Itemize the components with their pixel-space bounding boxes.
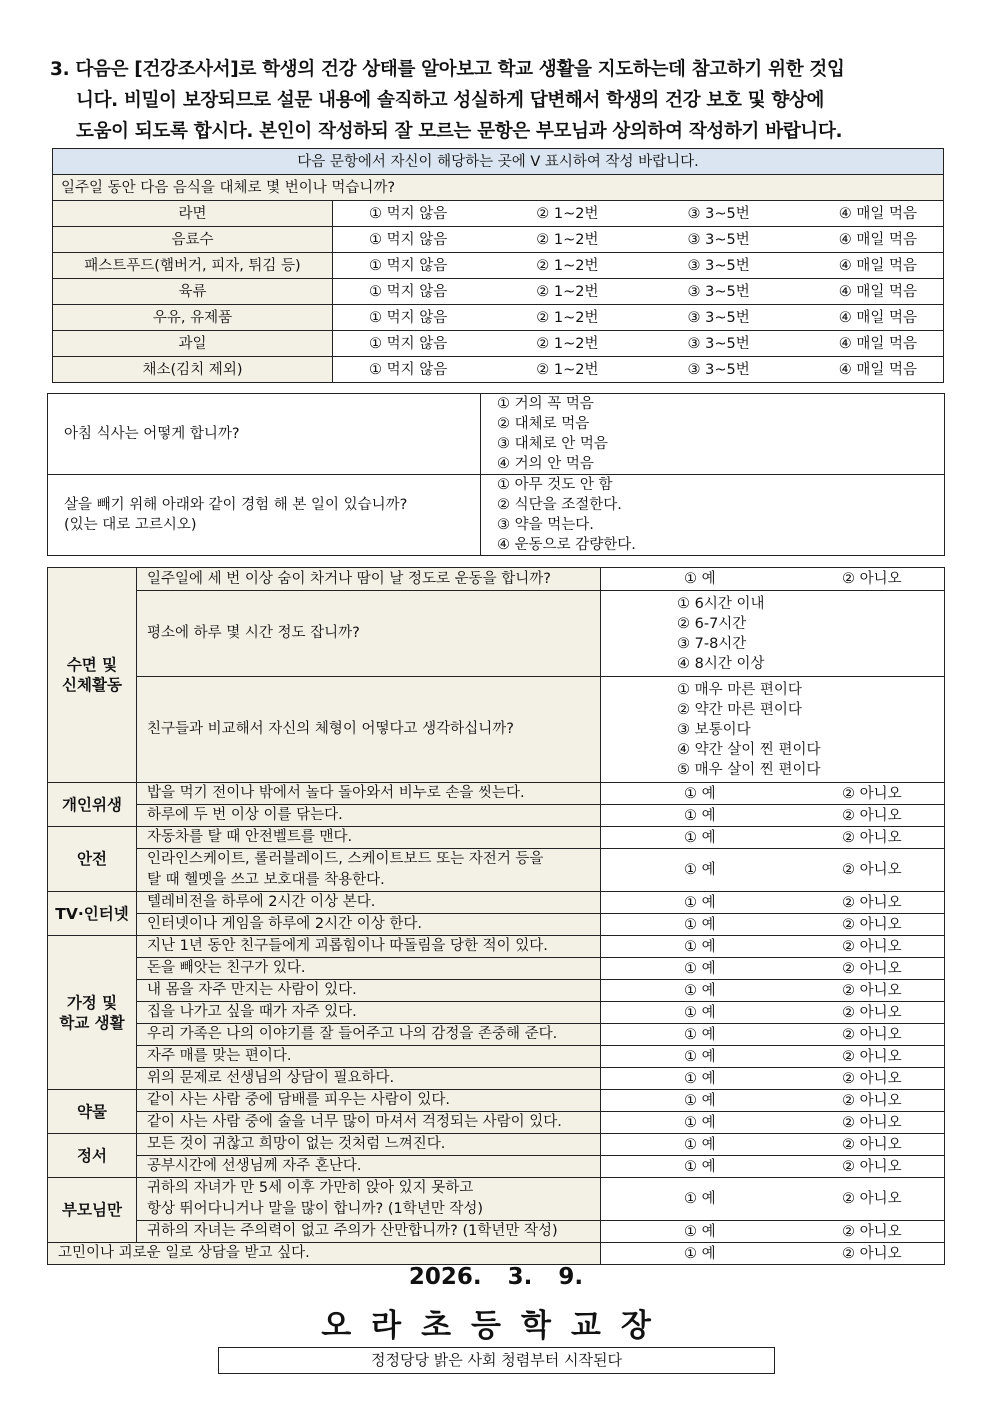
survey-question: 자주 매를 맞는 편이다. <box>137 1046 601 1068</box>
survey-row <box>48 849 945 892</box>
intro-line: 3. 다음은 [건강조사서]로 학생의 건강 상태를 알아보고 학교 생활을 지도하는데 참고하기 위한 것입 <box>50 59 845 80</box>
option[interactable]: ④ 거의 안 먹음 <box>497 456 594 472</box>
survey-question: 집을 나가고 싶을 때가 자주 있다. <box>137 1002 601 1024</box>
option[interactable]: ② 1~2번 <box>536 257 599 274</box>
survey-row <box>48 1156 945 1178</box>
intro-text <box>50 54 950 147</box>
option[interactable]: ① 먹지 않음 <box>369 231 448 248</box>
option[interactable]: ③ 3~5번 <box>687 309 750 326</box>
option-yes[interactable]: ① 예 <box>684 938 716 955</box>
answer-options <box>601 591 945 677</box>
option-yes[interactable]: ① 예 <box>684 1092 716 1109</box>
option[interactable]: ③ 3~5번 <box>687 335 750 352</box>
habit-row <box>48 394 945 475</box>
survey-question: 자동차를 탈 때 안전벨트를 맨다. <box>137 827 601 849</box>
option[interactable]: ③ 3~5번 <box>687 257 750 274</box>
option[interactable]: ② 대체로 먹음 <box>497 416 590 432</box>
option-no[interactable]: ② 아니오 <box>842 960 902 977</box>
food-question: 일주일 동안 다음 음식을 대체로 몇 번이나 먹습니까? <box>53 175 944 201</box>
option-yes[interactable]: ① 예 <box>684 894 716 911</box>
yes-no-answer <box>601 827 945 849</box>
yes-no <box>609 1113 936 1133</box>
survey-row <box>48 1178 945 1221</box>
option[interactable]: ① 먹지 않음 <box>369 257 448 274</box>
yes-no <box>609 1244 936 1264</box>
option-yes[interactable]: ① 예 <box>684 916 716 933</box>
food-item: 육류 <box>53 279 333 305</box>
survey-row <box>48 914 945 936</box>
option-no[interactable]: ② 아니오 <box>842 1092 902 1109</box>
survey-question: 일주일에 세 번 이상 숨이 차거나 땀이 날 정도로 운동을 합니까? <box>137 568 601 591</box>
option-yes[interactable]: ① 예 <box>684 785 716 802</box>
survey-question: 같이 사는 사람 중에 술을 너무 많이 마셔서 걱정되는 사람이 있다. <box>137 1112 601 1134</box>
option[interactable]: ④ 매일 먹음 <box>838 335 917 352</box>
option[interactable]: ③ 약을 먹는다. <box>497 517 594 533</box>
yes-no-answer <box>601 936 945 958</box>
intro-line: 도움이 되도록 합시다. 본인이 작성하되 잘 모르는 문항은 부모님과 상의하여 작성하기 바랍니다. <box>76 121 843 142</box>
options-list <box>341 282 935 302</box>
yes-no <box>609 893 936 913</box>
option[interactable]: ① 먹지 않음 <box>369 335 448 352</box>
option[interactable]: ③ 보통이다 <box>677 721 751 738</box>
survey-question: 우리 가족은 나의 이야기를 잘 들어주고 나의 감정을 존중해 준다. <box>137 1024 601 1046</box>
option-yes[interactable]: ① 예 <box>684 1191 716 1207</box>
yes-no-answer <box>601 1046 945 1068</box>
survey-question: 위의 문제로 선생님의 상담이 필요하다. <box>137 1068 601 1090</box>
option[interactable]: ⑤ 매우 살이 찐 편이다 <box>677 761 821 778</box>
option[interactable]: ① 6시간 이내 <box>677 595 765 612</box>
option[interactable]: ① 매우 마른 편이다 <box>677 681 802 698</box>
yes-no-answer <box>601 849 945 892</box>
option-yes[interactable]: ① 예 <box>684 829 716 846</box>
option[interactable]: ① 먹지 않음 <box>369 283 448 300</box>
option-yes[interactable]: ① 예 <box>684 1026 716 1043</box>
option-no[interactable]: ② 아니오 <box>842 894 902 911</box>
answer-options <box>601 677 945 783</box>
food-row <box>53 357 944 383</box>
category-label: 정서 <box>48 1134 137 1178</box>
survey-row <box>48 568 945 591</box>
option[interactable]: ② 1~2번 <box>536 335 599 352</box>
yes-no-answer <box>601 1090 945 1112</box>
yes-no <box>609 1003 936 1023</box>
survey-question: 하루에 두 번 이상 이를 닦는다. <box>137 805 601 827</box>
survey-question: 같이 사는 사람 중에 담배를 피우는 사람이 있다. <box>137 1090 601 1112</box>
yes-no-answer <box>601 805 945 827</box>
yes-no-answer <box>601 1221 945 1243</box>
option[interactable]: ③ 3~5번 <box>687 361 750 378</box>
survey-row <box>48 1046 945 1068</box>
yes-no <box>609 1189 936 1209</box>
survey-row <box>48 1221 945 1243</box>
food-row <box>53 253 944 279</box>
yes-no <box>609 1157 936 1177</box>
category-label: 약물 <box>48 1090 137 1134</box>
food-row <box>53 227 944 253</box>
survey-row <box>48 677 945 783</box>
category-label: 개인위생 <box>48 783 137 827</box>
yes-no-answer <box>601 1134 945 1156</box>
food-row <box>53 305 944 331</box>
options-list <box>341 308 935 328</box>
option-no[interactable]: ② 아니오 <box>842 1026 902 1043</box>
option[interactable]: ② 6-7시간 <box>677 615 747 632</box>
habit-row <box>48 475 945 556</box>
option-no[interactable]: ② 아니오 <box>842 862 902 878</box>
option[interactable]: ② 1~2번 <box>536 205 599 222</box>
option[interactable]: ④ 매일 먹음 <box>838 205 917 222</box>
option-yes[interactable]: ① 예 <box>684 571 716 587</box>
food-options <box>333 305 944 331</box>
survey-row <box>48 1134 945 1156</box>
option-yes[interactable]: ① 예 <box>684 1004 716 1021</box>
food-options <box>333 357 944 383</box>
yes-no <box>609 1091 936 1111</box>
yes-no <box>609 1047 936 1067</box>
yes-no <box>609 569 936 589</box>
survey-row <box>48 1002 945 1024</box>
option-yes[interactable]: ① 예 <box>684 807 716 824</box>
food-item: 과일 <box>53 331 333 357</box>
food-item: 패스트푸드(햄버거, 피자, 튀김 등) <box>53 253 333 279</box>
yes-no-answer <box>601 1068 945 1090</box>
yes-no <box>609 981 936 1001</box>
category-label: 가정 및 학교 생활 <box>48 936 137 1090</box>
yes-no-answer <box>601 1156 945 1178</box>
category-label: TV·인터넷 <box>48 892 137 936</box>
school-principal: 오라초등학교장 <box>321 1308 671 1344</box>
date: 2026. 3. 9. <box>408 1264 584 1290</box>
yes-no <box>609 1025 936 1045</box>
food-frequency-table <box>52 148 944 383</box>
yes-no-answer <box>601 783 945 805</box>
option-no[interactable]: ② 아니오 <box>842 1070 902 1087</box>
option-no[interactable]: ② 아니오 <box>842 1004 902 1021</box>
option[interactable]: ④ 약간 살이 찐 편이다 <box>677 741 821 758</box>
option[interactable]: ④ 8시간 이상 <box>677 655 765 672</box>
options-list <box>341 204 935 224</box>
survey-row <box>48 591 945 677</box>
option[interactable]: ④ 매일 먹음 <box>838 361 917 378</box>
option[interactable]: ② 1~2번 <box>536 231 599 248</box>
survey-question: 인라인스케이트, 롤러블레이드, 스케이트보드 또는 자전거 등을 탈 때 헬멧을 쓰고 보호대를 착용한다. <box>137 849 601 892</box>
survey-row <box>48 1024 945 1046</box>
option-yes[interactable]: ① 예 <box>684 1158 716 1175</box>
survey-question: 밥을 먹기 전이나 밖에서 놀다 돌아와서 비누로 손을 씻는다. <box>137 783 601 805</box>
options-list <box>341 230 935 250</box>
yes-no-answer <box>601 914 945 936</box>
option[interactable]: ② 1~2번 <box>536 283 599 300</box>
option-no[interactable]: ② 아니오 <box>842 785 902 802</box>
option[interactable]: ① 먹지 않음 <box>369 309 448 326</box>
options-list <box>341 334 935 354</box>
food-item: 음료수 <box>53 227 333 253</box>
option-no[interactable]: ② 아니오 <box>842 1158 902 1175</box>
food-item: 채소(김치 제외) <box>53 357 333 383</box>
option-no[interactable]: ② 아니오 <box>842 916 902 933</box>
option[interactable]: ③ 7-8시간 <box>677 635 747 652</box>
survey-row <box>48 1068 945 1090</box>
yes-no <box>609 937 936 957</box>
survey-question: 돈을 빼앗는 친구가 있다. <box>137 958 601 980</box>
option-no[interactable]: ② 아니오 <box>842 1114 902 1131</box>
yes-no <box>609 784 936 804</box>
option-no[interactable]: ② 아니오 <box>842 1136 902 1153</box>
survey-question: 텔레비전을 하루에 2시간 이상 본다. <box>137 892 601 914</box>
category-label: 수면 및 신체활동 <box>48 568 137 783</box>
option[interactable]: ③ 3~5번 <box>687 205 750 222</box>
survey-question: 지난 1년 동안 친구들에게 괴롭힘이나 따돌림을 당한 적이 있다. <box>137 936 601 958</box>
survey-row <box>48 1243 945 1265</box>
option[interactable]: ② 1~2번 <box>536 309 599 326</box>
habit-question: 아침 식사는 어떻게 합니까? <box>48 394 481 475</box>
habit-options <box>481 394 945 475</box>
option-yes[interactable]: ① 예 <box>684 1114 716 1131</box>
yes-no <box>609 1222 936 1242</box>
option[interactable]: ③ 대체로 안 먹음 <box>497 436 608 452</box>
intro-line: 니다. 비밀이 보장되므로 설문 내용에 솔직하고 성실하게 답변해서 학생의 건강 보호 및 향상에 <box>76 90 825 111</box>
survey-row <box>48 827 945 849</box>
option-no[interactable]: ② 아니오 <box>842 1048 902 1065</box>
food-item: 우유, 유제품 <box>53 305 333 331</box>
yes-no-answer <box>601 1024 945 1046</box>
option-no[interactable]: ② 아니오 <box>842 1245 902 1262</box>
option-no[interactable]: ② 아니오 <box>842 829 902 846</box>
survey-question: 모든 것이 귀찮고 희망이 없는 것처럼 느껴진다. <box>137 1134 601 1156</box>
food-row <box>53 279 944 305</box>
yes-no-answer <box>601 980 945 1002</box>
food-options <box>333 331 944 357</box>
option-yes[interactable]: ① 예 <box>684 960 716 977</box>
survey-row <box>48 936 945 958</box>
survey-question: 평소에 하루 몇 시간 정도 잡니까? <box>137 591 601 677</box>
yes-no <box>609 860 936 880</box>
food-row <box>53 331 944 357</box>
survey-question: 공부시간에 선생님께 자주 혼난다. <box>137 1156 601 1178</box>
option-no[interactable]: ② 아니오 <box>842 807 902 824</box>
option[interactable]: ① 먹지 않음 <box>369 205 448 222</box>
habit-options <box>481 475 945 556</box>
option-yes[interactable]: ① 예 <box>684 862 716 878</box>
category-label: 부모님만 <box>48 1178 137 1243</box>
survey-row <box>48 783 945 805</box>
option-no[interactable]: ② 아니오 <box>842 571 902 587</box>
option[interactable]: ② 식단을 조절한다. <box>497 497 622 513</box>
survey-question: 귀하의 자녀는 주의력이 없고 주의가 산만합니까? (1학년만 작성) <box>137 1221 601 1243</box>
yes-no <box>609 959 936 979</box>
option-yes[interactable]: ① 예 <box>684 1245 716 1262</box>
option-yes[interactable]: ① 예 <box>684 1048 716 1065</box>
food-options <box>333 227 944 253</box>
food-options <box>333 279 944 305</box>
option[interactable]: ④ 매일 먹음 <box>838 309 917 326</box>
option-yes[interactable]: ① 예 <box>684 1136 716 1153</box>
option[interactable]: ② 1~2번 <box>536 361 599 378</box>
survey-question: 친구들과 비교해서 자신의 체형이 어떻다고 생각하십니까? <box>137 677 601 783</box>
yes-no <box>609 1069 936 1089</box>
yes-no <box>609 806 936 826</box>
slogan-box: 정정당당 밝은 사회 청렴부터 시작된다 <box>218 1347 775 1374</box>
survey-row <box>48 980 945 1002</box>
survey-row <box>48 958 945 980</box>
option[interactable]: ③ 3~5번 <box>687 283 750 300</box>
option-yes[interactable]: ① 예 <box>684 982 716 999</box>
option-no[interactable]: ② 아니오 <box>842 1223 902 1240</box>
category-label: 안전 <box>48 827 137 892</box>
yes-no-answer <box>601 1178 945 1221</box>
option[interactable]: ② 약간 마른 편이다 <box>677 701 802 718</box>
survey-question: 귀하의 자녀가 만 5세 이후 가만히 앉아 있지 못하고 항상 뛰어다니거나 말을 많이 합니까? (1학년만 작성) <box>137 1178 601 1221</box>
food-options <box>333 201 944 227</box>
option-yes[interactable]: ① 예 <box>684 1223 716 1240</box>
options-list <box>341 360 935 380</box>
option-no[interactable]: ② 아니오 <box>842 1191 902 1207</box>
option[interactable]: ④ 매일 먹음 <box>838 283 917 300</box>
health-survey-table <box>47 567 945 1265</box>
option-no[interactable]: ② 아니오 <box>842 982 902 999</box>
survey-row <box>48 1090 945 1112</box>
habits-table <box>47 393 945 556</box>
option[interactable]: ④ 운동으로 감량한다. <box>497 537 636 553</box>
yes-no-answer <box>601 958 945 980</box>
yes-no-answer <box>601 1243 945 1265</box>
option[interactable]: ① 거의 꼭 먹음 <box>497 396 594 412</box>
food-options <box>333 253 944 279</box>
yes-no <box>609 915 936 935</box>
survey-question: 인터넷이나 게임을 하루에 2시간 이상 한다. <box>137 914 601 936</box>
option-no[interactable]: ② 아니오 <box>842 938 902 955</box>
yes-no-answer <box>601 892 945 914</box>
survey-question: 내 몸을 자주 만지는 사람이 있다. <box>137 980 601 1002</box>
survey-question: 고민이나 괴로운 일로 상담을 받고 싶다. <box>48 1243 601 1265</box>
instruction-header: 다음 문항에서 자신이 해당하는 곳에 V 표시하여 작성 바랍니다. <box>53 149 944 175</box>
option[interactable]: ④ 매일 먹음 <box>838 257 917 274</box>
habit-question: 살을 빼기 위해 아래와 같이 경험 해 본 일이 있습니까? (있는 대로 고르시오) <box>48 475 481 556</box>
food-item: 라면 <box>53 201 333 227</box>
options-list <box>341 256 935 276</box>
option[interactable]: ④ 매일 먹음 <box>838 231 917 248</box>
yes-no-answer <box>601 1112 945 1134</box>
food-row <box>53 201 944 227</box>
yes-no <box>609 828 936 848</box>
option[interactable]: ① 먹지 않음 <box>369 361 448 378</box>
option-yes[interactable]: ① 예 <box>684 1070 716 1087</box>
option[interactable]: ③ 3~5번 <box>687 231 750 248</box>
survey-row <box>48 892 945 914</box>
survey-row <box>48 1112 945 1134</box>
yes-no-answer <box>601 568 945 591</box>
yes-no <box>609 1135 936 1155</box>
option[interactable]: ① 아무 것도 안 함 <box>497 477 613 493</box>
yes-no-answer <box>601 1002 945 1024</box>
survey-row <box>48 805 945 827</box>
